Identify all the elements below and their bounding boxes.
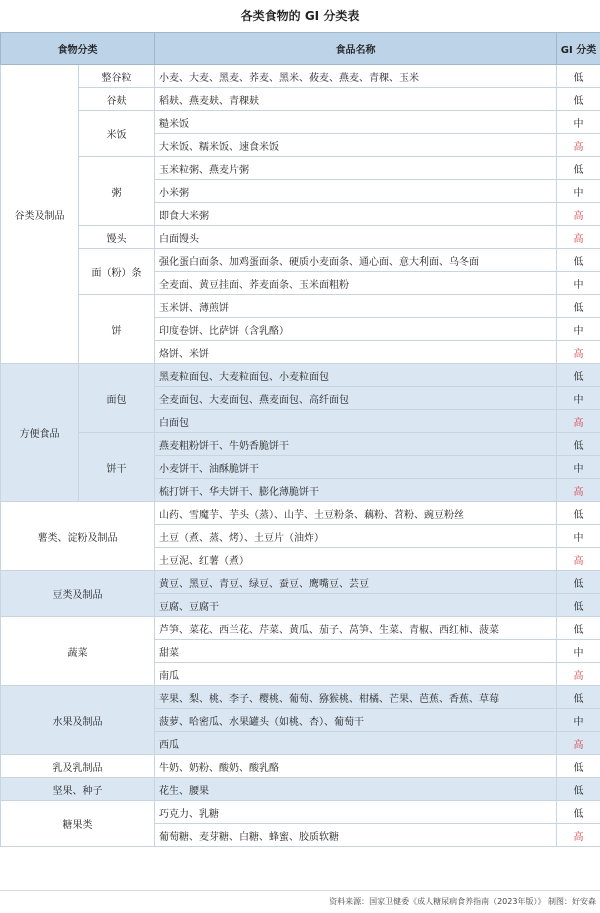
table-row (1, 364, 600, 387)
header-food-category: 食物分类 (1, 33, 155, 65)
gi-class: 中 (557, 272, 600, 295)
gi-class: 中 (557, 318, 600, 341)
table-row (1, 88, 600, 111)
food-category: 坚果、种子 (1, 778, 155, 801)
food-name: 土豆泥、红薯（煮） (155, 548, 557, 571)
gi-class: 高 (557, 732, 600, 755)
gi-class: 低 (557, 686, 600, 709)
food-name: 烙饼、米饼 (155, 341, 557, 364)
gi-class: 高 (557, 410, 600, 433)
table-row (1, 686, 600, 709)
table-row (1, 295, 600, 318)
gi-class: 低 (557, 755, 600, 778)
food-name: 花生、腰果 (155, 778, 557, 801)
food-subcategory: 馒头 (79, 226, 155, 249)
food-subcategory: 饼 (79, 295, 155, 364)
food-name: 黑麦粒面包、大麦粒面包、小麦粒面包 (155, 364, 557, 387)
food-name: 小麦饼干、油酥脆饼干 (155, 456, 557, 479)
food-name: 小麦、大麦、黑麦、荞麦、黑米、莜麦、燕麦、青稞、玉米 (155, 65, 557, 88)
food-name: 即食大米粥 (155, 203, 557, 226)
table-row (1, 755, 600, 778)
food-name: 白面包 (155, 410, 557, 433)
food-name: 黄豆、黑豆、青豆、绿豆、蚕豆、鹰嘴豆、芸豆 (155, 571, 557, 594)
food-name: 玉米饼、薄煎饼 (155, 295, 557, 318)
table-row (1, 249, 600, 272)
food-category: 糖果类 (1, 801, 155, 847)
food-subcategory: 饼干 (79, 433, 155, 502)
food-name: 山药、雪魔芋、芋头（蒸）、山芋、土豆粉条、藕粉、苕粉、豌豆粉丝 (155, 502, 557, 525)
table-row (1, 226, 600, 249)
gi-class: 高 (557, 226, 600, 249)
food-category: 乳及乳制品 (1, 755, 155, 778)
food-category: 水果及制品 (1, 686, 155, 755)
gi-class: 低 (557, 778, 600, 801)
food-subcategory: 整谷粒 (79, 65, 155, 88)
table-body (1, 65, 600, 847)
food-name: 玉米粒粥、燕麦片粥 (155, 157, 557, 180)
gi-table (0, 32, 600, 847)
food-name: 葡萄糖、麦芽糖、白糖、蜂蜜、胶质软糖 (155, 824, 557, 847)
table-row (1, 801, 600, 824)
table-title: 各类食物的 GI 分类表 (0, 0, 600, 33)
gi-class: 低 (557, 295, 600, 318)
food-name: 西瓜 (155, 732, 557, 755)
table-row (1, 617, 600, 640)
food-name: 强化蛋白面条、加鸡蛋面条、硬质小麦面条、通心面、意大利面、乌冬面 (155, 249, 557, 272)
gi-class: 中 (557, 111, 600, 134)
gi-class: 低 (557, 88, 600, 111)
header-row (1, 33, 600, 65)
food-name: 芦笋、菜花、西兰花、芹菜、黄瓜、茄子、莴笋、生菜、青椒、西红柿、菠菜 (155, 617, 557, 640)
food-subcategory: 粥 (79, 157, 155, 226)
gi-class: 中 (557, 387, 600, 410)
gi-class: 低 (557, 65, 600, 88)
header-gi-class: GI 分类 (557, 33, 600, 65)
food-name: 白面馒头 (155, 226, 557, 249)
gi-class: 高 (557, 824, 600, 847)
gi-class: 中 (557, 640, 600, 663)
gi-class: 中 (557, 456, 600, 479)
gi-class: 低 (557, 571, 600, 594)
gi-class: 低 (557, 801, 600, 824)
header-food-name: 食品名称 (155, 33, 557, 65)
food-name: 梳打饼干、华夫饼干、膨化薄脆饼干 (155, 479, 557, 502)
food-name: 牛奶、奶粉、酸奶、酸乳酪 (155, 755, 557, 778)
food-name: 巧克力、乳糖 (155, 801, 557, 824)
gi-class: 低 (557, 249, 600, 272)
food-name: 糙米饭 (155, 111, 557, 134)
food-name: 燕麦粗粉饼干、牛奶香脆饼干 (155, 433, 557, 456)
gi-class: 低 (557, 502, 600, 525)
table-row (1, 778, 600, 801)
table-row (1, 65, 600, 88)
food-subcategory: 面（粉）条 (79, 249, 155, 295)
table-row (1, 433, 600, 456)
gi-class: 高 (557, 203, 600, 226)
gi-class: 低 (557, 364, 600, 387)
gi-class: 中 (557, 525, 600, 548)
food-name: 全麦面、黄豆挂面、荞麦面条、玉米面粗粉 (155, 272, 557, 295)
food-category: 薯类、淀粉及制品 (1, 502, 155, 571)
food-name: 土豆（煮、蒸、烤）、土豆片（油炸） (155, 525, 557, 548)
food-subcategory: 谷麸 (79, 88, 155, 111)
gi-class: 中 (557, 709, 600, 732)
food-name: 全麦面包、大麦面包、燕麦面包、高纤面包 (155, 387, 557, 410)
food-name: 甜菜 (155, 640, 557, 663)
source-footer: 资料来源：国家卫健委《成人糖尿病食养指南（2023年版）》 制图：好安森 (0, 890, 600, 912)
gi-class: 高 (557, 548, 600, 571)
food-name: 印度卷饼、比萨饼（含乳酪） (155, 318, 557, 341)
food-category: 谷类及制品 (1, 65, 79, 364)
food-name: 小米粥 (155, 180, 557, 203)
food-category: 豆类及制品 (1, 571, 155, 617)
gi-class: 高 (557, 663, 600, 686)
table-row (1, 157, 600, 180)
food-subcategory: 面包 (79, 364, 155, 433)
gi-class: 高 (557, 134, 600, 157)
gi-class: 低 (557, 433, 600, 456)
food-name: 豆腐、豆腐干 (155, 594, 557, 617)
gi-class: 高 (557, 479, 600, 502)
gi-class: 高 (557, 341, 600, 364)
food-category: 方便食品 (1, 364, 79, 502)
gi-class: 低 (557, 617, 600, 640)
food-name: 菠萝、哈密瓜、水果罐头（如桃、杏）、葡萄干 (155, 709, 557, 732)
food-name: 南瓜 (155, 663, 557, 686)
food-name: 稻麸、燕麦麸、青稞麸 (155, 88, 557, 111)
gi-class: 低 (557, 594, 600, 617)
table-row (1, 571, 600, 594)
food-name: 大米饭、糯米饭、速食米饭 (155, 134, 557, 157)
table-row (1, 502, 600, 525)
food-category: 蔬菜 (1, 617, 155, 686)
food-subcategory: 米饭 (79, 111, 155, 157)
food-name: 苹果、梨、桃、李子、樱桃、葡萄、猕猴桃、柑橘、芒果、芭蕉、香蕉、草莓 (155, 686, 557, 709)
gi-class: 中 (557, 180, 600, 203)
table-row (1, 111, 600, 134)
gi-class: 低 (557, 157, 600, 180)
